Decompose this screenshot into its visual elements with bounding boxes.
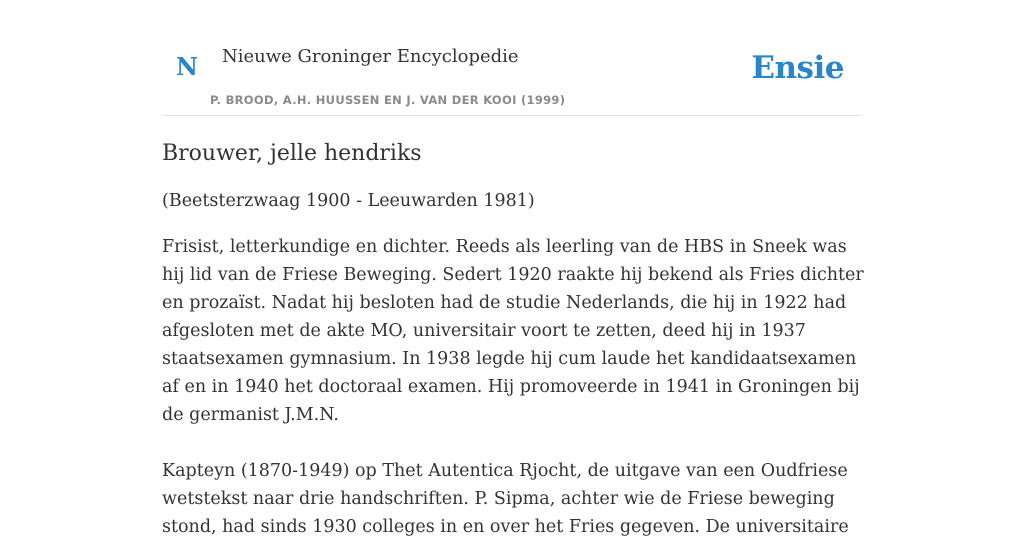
publication-logo[interactable]: N: [176, 52, 198, 81]
ensie-brand-link[interactable]: Ensie: [751, 50, 844, 86]
article: [162, 138, 867, 541]
site-header: [162, 36, 862, 116]
publication-authors: P. BROOD, A.H. HUUSSEN EN J. VAN DER KOOI (1999): [210, 93, 566, 107]
publication-title[interactable]: Nieuwe Groninger Encyclopedie: [222, 46, 519, 67]
article-life-dates: (Beetsterzwaag 1900 - Leeuwarden 1981): [162, 191, 535, 211]
article-paragraph: Kapteyn (1870-1949) op Thet Autentica Rjocht, de uitgave van een Oudfriese wetstekst naar drie handschriften. P. Sipma, achter wie de Friese beweging stond, had sinds 1930 colleges in en over het Fries gegeven. De universitaire: [162, 461, 849, 537]
article-title: Brouwer, jelle hendriks: [162, 141, 422, 166]
article-paragraph: Frisist, letterkundige en dichter. Reeds als leerling van de HBS in Sneek was hij lid van de Friese Beweging. Sedert 1920 raakte hij bekend als Fries dichter en prozaïst. Nadat hij besloten had de studie Nederlands, die hij in 1922 had afgesloten met de akte MO, universitair voort te zetten, deed hij in 1937 staatsexamen gymnasium. In 1938 legde hij cum laude het kandidaatsexamen af en in 1940 het doctoraal examen. Hij promoveerde in 1941 in Groningen bij de germanist J.M.N.: [162, 237, 864, 425]
